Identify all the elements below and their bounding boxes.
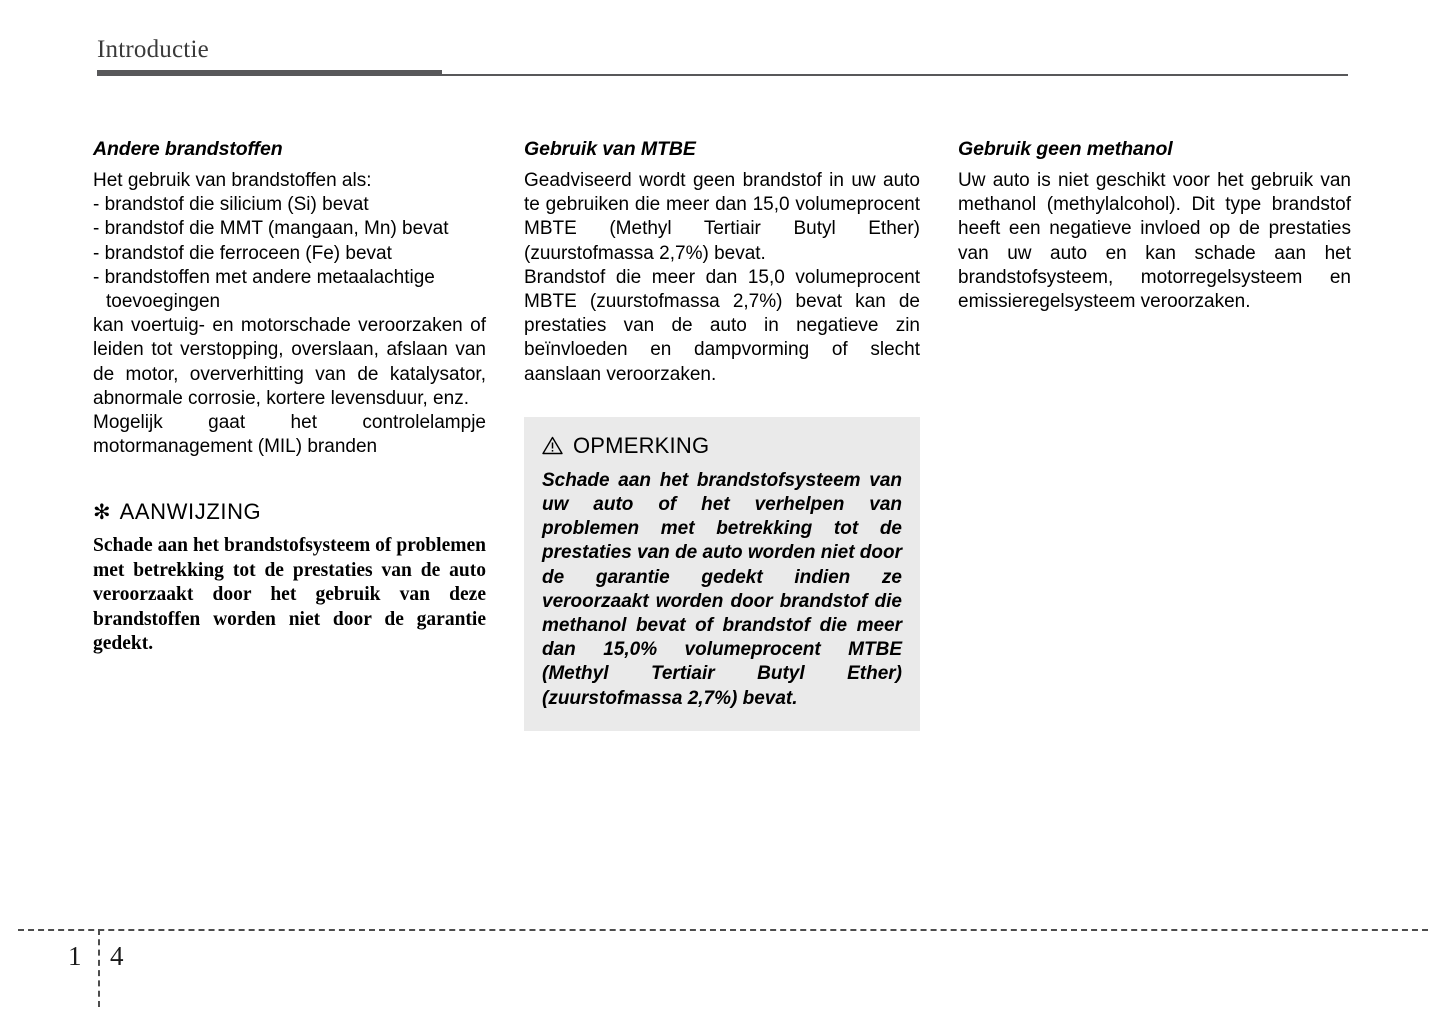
warning-triangle-icon: [542, 436, 563, 455]
opmerking-box: [524, 417, 920, 731]
page-header: [97, 36, 1348, 76]
page-number: 4: [110, 941, 124, 971]
section-heading-gebruik-van-mtbe: Gebruik van MTBE: [524, 138, 696, 160]
opmerking-header: [542, 433, 902, 459]
paragraph-methanol: Uw auto is niet geschikt voor het gebruik van methanol (methylalcohol). Dit type brandstof heeft een negatieve invloed op de prestaties van uw auto en kan schade aan het brandstofsysteem, motorregelsysteem en emissieregelsysteem veroorzaken.: [958, 170, 1351, 313]
section-heading-andere-brandstoffen: Andere brandstoffen: [93, 138, 283, 160]
page-footer: [0, 929, 1445, 1019]
list-item: - brandstof die silicium (Si) bevat: [93, 194, 369, 216]
note-header: [93, 499, 486, 525]
paragraph-mtbe-advies: Geadviseerd wordt geen brandstof in uw auto te gebruiken die meer dan 15,0 volumeprocent MBTE (Methyl Tertiair Butyl Ether) (zuurstofmassa 2,7%) bevat.: [524, 170, 920, 264]
column-middle: [524, 138, 920, 731]
content-columns: [93, 138, 1351, 731]
note-text: Schade aan het brandstofsysteem of problemen met betrekking tot de prestaties van de auto veroorzaakt door het gebruik van deze brandstoffen worden niet door de garantie gedekt.: [93, 535, 486, 655]
header-divider-thin: [442, 74, 1348, 76]
section-heading-gebruik-geen-methanol: Gebruik geen methanol: [958, 138, 1173, 160]
footer-vertical-divider: [98, 929, 100, 1007]
header-divider: [97, 70, 1348, 76]
list-item: - brandstof die ferroceen (Fe) bevat: [93, 242, 392, 264]
paragraph-schade-oorzaken: kan voertuig- en motorschade veroorzaken of leiden tot verstopping, overslaan, afslaan van de motor, oververhitting van de katalysator, abnormale corrosie, kortere levensduur, enz.: [93, 315, 486, 409]
paragraph-mtbe-effect: Brandstof die meer dan 15,0 volumeprocent MBTE (zuurstofmassa 2,7%) bevat kan de prestaties van de auto in negatieve zin beïnvloeden en dampvorming of slecht aanslaan veroorzaken.: [524, 266, 920, 385]
opmerking-title: OPMERKING: [573, 432, 710, 458]
paragraph-mil-lamp: Mogelijk gaat het controlelampje motormanagement (MIL) branden: [93, 412, 486, 458]
column-left: [93, 138, 486, 731]
opmerking-text: Schade aan het brandstofsysteem van uw auto of het verhelpen van problemen met betrekking tot de prestaties van de auto worden niet door de garantie gedekt indien ze veroorzaakt worden door brandstof die methanol bevat of brandstof die meer dan 15,0% volumeprocent MTBE (Methyl Tertiair Butyl Ether) (zuurstofmassa 2,7%) bevat.: [542, 469, 903, 709]
header-divider-thick: [97, 70, 442, 76]
note-title: AANWIJZING: [119, 499, 262, 525]
asterisk-icon: ✻: [93, 500, 111, 524]
footer-divider: [18, 929, 1428, 931]
column-right: [958, 138, 1351, 731]
chapter-number: 1: [68, 941, 82, 971]
list-item: - brandstof die MMT (mangaan, Mn) bevat: [93, 218, 449, 240]
note-aanwijzing: [93, 499, 486, 657]
list-item: - brandstoffen met andere metaalachtige: [93, 266, 435, 288]
page-title: Introductie: [97, 36, 209, 63]
intro-text: Het gebruik van brandstoffen als:: [93, 170, 372, 191]
list-item-continuation: toevoegingen: [106, 291, 221, 313]
